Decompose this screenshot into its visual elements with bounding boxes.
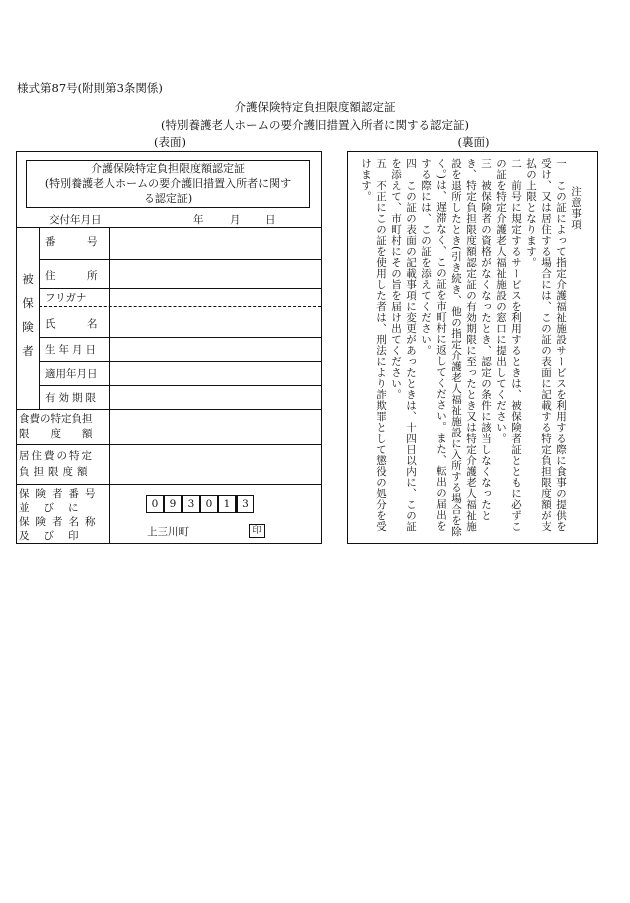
row-divider	[39, 288, 321, 289]
insurer-number-digit: 1	[218, 495, 236, 513]
issue-year-label: 年	[193, 214, 204, 226]
document-title: 介護保険特定負担限度額認定証	[234, 100, 396, 114]
row-divider	[17, 409, 321, 410]
address-label: 住 所	[45, 270, 98, 282]
insurer-number-digit: 3	[182, 495, 200, 513]
insured-caption-char: 被	[22, 272, 34, 286]
number-label: 番 号	[45, 236, 98, 248]
row-divider	[17, 484, 321, 485]
note-item: 三 被保険者の資格がなくなったとき、認定の条件に該当しなくなったとき、特定負担限度額認定証の有効期限に至ったとき又は特定介護老人福祉施設を退所したとき(引き続き、他の指定介護老人福祉施設に入所する場合を除く。)は、遅滞なく、この証を市町村に返してください。また、転出の届出をする際には、この証を添えてください。	[420, 158, 492, 537]
insurer-number-digit: 3	[236, 495, 254, 513]
notes-text	[358, 158, 583, 538]
insurer-number-digit: 0	[200, 495, 218, 513]
front-side-label: (表面)	[154, 135, 186, 149]
insured-caption	[20, 267, 36, 363]
caption-divider	[39, 227, 40, 409]
label-divider	[109, 484, 110, 544]
form-number: 様式第87号(附則第3条関係)	[17, 81, 163, 95]
row-divider	[17, 444, 321, 445]
back-card	[347, 151, 598, 544]
insurer-label-1: 保険者番号	[19, 488, 102, 500]
row-divider	[39, 361, 321, 362]
row-divider	[39, 385, 321, 386]
furigana-label: フリガナ	[45, 292, 87, 304]
document-subtitle: (特別養護老人ホームの要介護旧措置入所者に関する認定証)	[161, 118, 469, 132]
effective-date-label: 適用年月日	[45, 368, 98, 380]
card-title-line-3: る認定証)	[143, 192, 193, 205]
note-item: 五 不正にこの証を使用した者は、刑法により詐欺罪として懲役の処分を受けます。	[360, 158, 387, 532]
valid-period-label: 有効期限	[45, 392, 99, 404]
food-cost-label-1: 食費の特定負担	[19, 413, 93, 425]
name-label: 氏 名	[45, 318, 98, 330]
card-title-line-1: 介護保険特定負担限度額認定証	[91, 162, 245, 175]
residence-cost-label-1: 居住費の特定	[19, 450, 94, 462]
card-title-box	[26, 160, 310, 208]
issue-month-label: 月	[230, 214, 241, 226]
food-cost-label-2: 限 度 額	[19, 428, 93, 440]
note-item: 四 この証の表面の記載事項に変更があったときは、十四日以内に、この証を添えて、市町村にその旨を届け出てください。	[390, 158, 417, 532]
insurer-label-4: 及び印	[19, 530, 93, 542]
notes-heading: 注意事項	[570, 186, 582, 230]
note-item: 二 前号に規定するサービスを利用するときは、被保険者証とともに必ずこの証を特定介護老人福祉施設の窓口に提出してください。	[495, 158, 522, 532]
insurer-number-digit: 0	[146, 495, 164, 513]
row-divider	[39, 259, 321, 260]
insurer-number-digit: 9	[164, 495, 182, 513]
label-divider	[109, 227, 110, 409]
row-divider	[39, 337, 321, 338]
insured-caption-char: 険	[22, 320, 34, 334]
card-title-line-2: (特別養護老人ホームの要介護旧措置入所者に関す	[44, 177, 292, 190]
birthdate-label: 生年月日	[45, 344, 99, 356]
issue-day-label: 日	[265, 214, 276, 226]
label-divider	[109, 409, 110, 487]
row-divider	[17, 227, 321, 228]
issue-date-label: 交付年月日	[49, 214, 102, 226]
insured-caption-char: 者	[22, 344, 34, 358]
seal-icon: 印	[249, 524, 265, 538]
front-card	[16, 151, 322, 544]
back-side-label: (裏面)	[457, 135, 490, 149]
insurer-label-2: 並びに	[19, 502, 93, 514]
insured-caption-char: 保	[22, 296, 34, 310]
insurer-name: 上三川町	[147, 526, 189, 538]
insurer-label-3: 保険者名称	[19, 516, 102, 528]
note-item: 一 この証によって指定介護福祉施設サービスを利用する際に食事の提供を受け、又は居住する場合には、この証の表面に記載する特定負担限度額が支払の上限となります。	[525, 158, 567, 532]
row-divider-dashed	[39, 306, 321, 307]
residence-cost-label-2: 負担限度額	[19, 466, 92, 478]
